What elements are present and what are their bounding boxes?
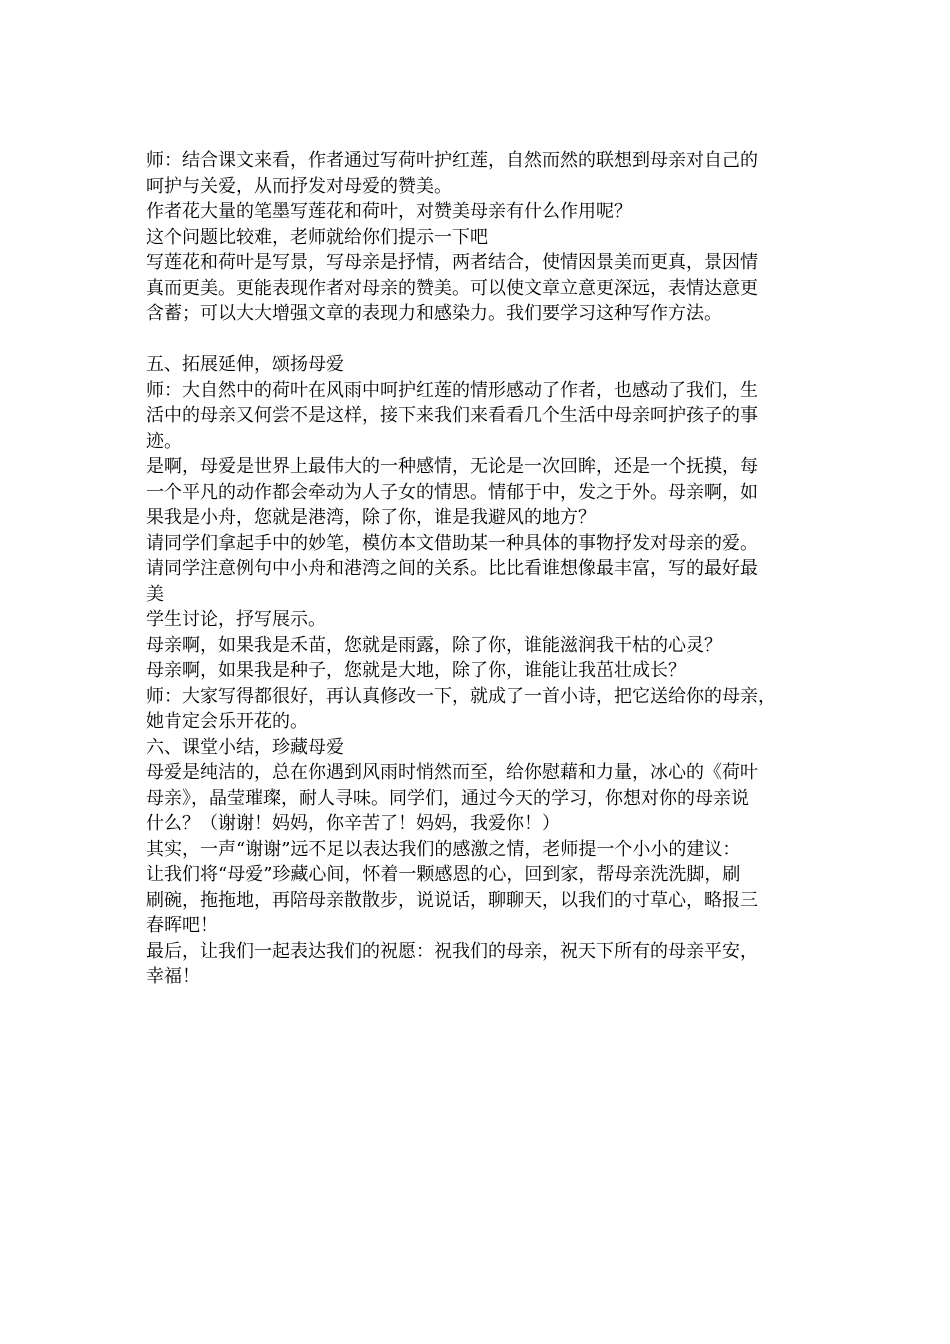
- text-line: 这个问题比较难，老师就给你们提示一下吧: [146, 226, 488, 248]
- text-line: 师：大家写得都很好，再认真修改一下，就成了一首小诗，把它送给你的母亲，: [146, 685, 776, 707]
- text-line: 呵护与关爱，从而抒发对母爱的赞美。: [146, 175, 452, 197]
- text-line: 她肯定会乐开花的。: [146, 711, 308, 732]
- text-line: 春晖吧！: [146, 915, 218, 936]
- text-line: 迹。: [146, 430, 182, 452]
- document-body: [146, 148, 826, 990]
- text-line: 幸福！: [146, 966, 200, 987]
- text-line: 真而更美。更能表现作者对母亲的赞美。可以使文章立意更深远，表情达意更: [146, 277, 758, 299]
- text-line: 美: [146, 583, 164, 605]
- text-line: 母亲啊，如果我是禾苗，您就是雨露，除了你，谁能滋润我干枯的心灵？: [146, 634, 722, 656]
- text-line: 请同学们拿起手中的妙笔，模仿本文借助某一种具体的事物抒发对母亲的爱。: [146, 532, 758, 554]
- text-line: 果我是小舟，您就是港湾，除了你，谁是我避风的地方？: [146, 507, 596, 528]
- text-line: 母爱是纯洁的，总在你遇到风雨时悄然而至，给你慰藉和力量，冰心的《荷叶: [146, 762, 758, 783]
- text-line: 请同学注意例句中小舟和港湾之间的关系。比比看谁想像最丰富，写的最好最: [146, 558, 758, 579]
- section-heading: 五、拓展延伸，颂扬母爱: [146, 354, 344, 375]
- text-line: 刷碗，拖拖地，再陪母亲散散步，说说话，聊聊天，以我们的寸草心，略报三: [146, 889, 758, 911]
- text-line: 师：大自然中的荷叶在风雨中呵护红莲的情形感动了作者，也感动了我们，生: [146, 379, 758, 401]
- text-line: 最后，让我们一起表达我们的祝愿：祝我们的母亲，祝天下所有的母亲平安，: [146, 940, 758, 962]
- text-line: 一个平凡的动作都会牵动为人子女的情思。情郁于中，发之于外。母亲啊，如: [146, 481, 758, 503]
- text-line: 让我们将“母爱”珍藏心间，怀着一颗感恩的心，回到家，帮母亲洗洗脚，刷: [146, 864, 741, 885]
- text-line: 写莲花和荷叶是写景，写母亲是抒情，两者结合，使情因景美而更真，景因情: [146, 252, 758, 273]
- text-line: 其实，一声“谢谢”远不足以表达我们的感激之情，老师提一个小小的建议：: [146, 838, 741, 860]
- section-heading: 六、课堂小结，珍藏母爱: [146, 736, 344, 758]
- text-line: 是啊，母爱是世界上最伟大的一种感情，无论是一次回眸，还是一个抚摸，每: [146, 456, 758, 477]
- text-line: 作者花大量的笔墨写莲花和荷叶，对赞美母亲有什么作用呢？: [146, 201, 632, 222]
- text-line: 学生讨论，抒写展示。: [146, 609, 326, 630]
- text-line: 母亲》，晶莹璀璨，耐人寻味。同学们，通过今天的学习，你想对你的母亲说: [146, 787, 749, 809]
- text-line: 什么？（谢谢！妈妈，你辛苦了！妈妈，我爱你！）: [146, 813, 560, 834]
- blank-line: [146, 327, 826, 353]
- text-line: 含蓄；可以大大增强文章的表现力和感染力。我们要学习这种写作方法。: [146, 303, 722, 324]
- text-line: 活中的母亲又何尝不是这样，接下来我们来看看几个生活中母亲呵护孩子的事: [146, 405, 758, 426]
- text-line: 师：结合课文来看，作者通过写荷叶护红莲，自然而然的联想到母亲对自己的: [146, 150, 758, 171]
- text-line: 母亲啊，如果我是种子，您就是大地，除了你，谁能让我茁壮成长？: [146, 660, 686, 681]
